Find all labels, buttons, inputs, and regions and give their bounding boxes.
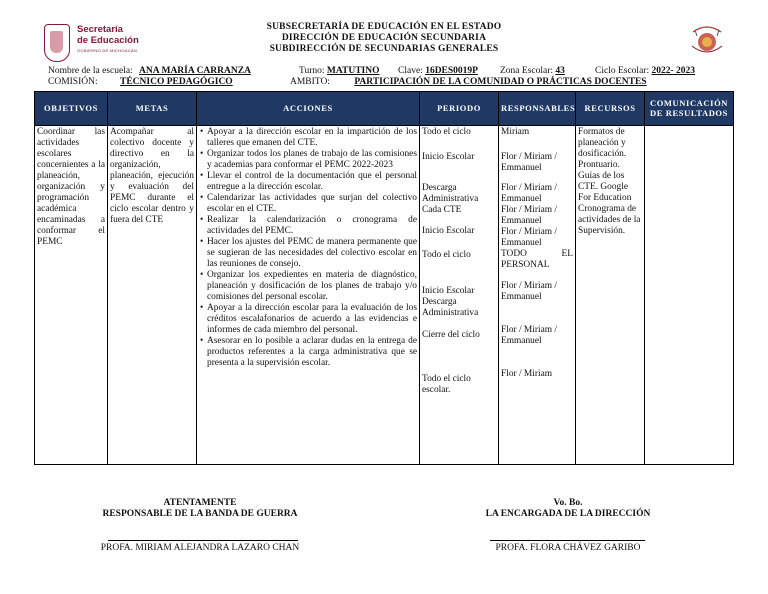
responsable-item: Flor / Miriam / Emmanuel [501,183,557,204]
periodo-item: Cada CTE [422,205,462,215]
responsable-item: Miriam [501,127,530,137]
col-header-responsables: RESPONSABLES [499,92,576,126]
table-header-row [35,92,734,126]
pemc-table [34,91,734,465]
periodo-item: Inicio Escolar [422,152,475,162]
accion-item: • Organizar los expedientes en materia de diagnóstico, planeación y dosificación de los planes de trabajo y/o comisiones del personal escolar. [207,270,417,303]
right-signer-name: PROFA. FLORA CHÁVEZ GARIBO [495,543,641,553]
signature-left [90,498,310,520]
logo-subtitle: GOBIERNO DE MICHOACÁN [77,48,138,53]
ciclo-info [595,66,695,76]
school-value: ANA MARÍA CARRANZA [139,66,251,76]
turno-label: Turno: [299,66,325,76]
school-label: Nombre de la escuela: [48,66,133,76]
periodo-item: Descarga Administrativa [422,183,479,204]
ambito-info [290,77,647,87]
col-header-metas: METAS [108,92,197,126]
accion-item: • Apoyar a la dirección escolar para la evaluación de los créditos escalafonarios de acuerdo a las evidencias e informes de cada miembro del personal. [207,303,417,336]
accion-item: • Organizar todos los planes de trabajo de las comisiones y academias para conformar el PEMC 2022-2023 [207,149,417,171]
periodo-item: Todo el ciclo [422,127,471,137]
col-header-acciones: ACCIONES [197,92,420,126]
responsable-item: Flor / Miriam / Emmanuel [501,281,557,302]
col-header-objetivos: OBJETIVOS [35,92,108,126]
accion-item: • Apoyar a la dirección escolar en la impartición de los talleres que emanen del CTE. [207,127,417,149]
zona-label: Zona Escolar: [500,66,554,76]
comision-value: TÉCNICO PEDAGÓGICO [120,77,233,87]
periodo-item: Descarga Administrativa [422,297,479,318]
responsable-item: Flor / Miriam / Emmanuel [501,152,557,173]
ciclo-label: Ciclo Escolar: [595,66,650,76]
school-seal-icon [687,22,727,60]
periodo-item: Cierre del ciclo [422,330,480,340]
logo-line-1: Secretaría [77,24,123,35]
periodo-item: Inicio Escolar [422,286,475,296]
accion-item: • Asesorar en lo posible a aclarar dudas en la entrega de productos referentes a la carga administrativa que se presenta a la supervisión escolar. [207,336,417,369]
school-info [48,66,281,76]
accion-item: • Calendarizar las actividades que surjan del colectivo escolar en el CTE. [207,193,417,215]
table-row [35,126,734,465]
comision-label: COMISIÓN: [48,77,98,87]
header-line-1: SUBSECRETARÍA DE EDUCACIÓN EN EL ESTADO [266,22,502,32]
responsable-item: Flor / Miriam [501,369,553,379]
accion-item: • Hacer los ajustes del PEMC de manera permanente que se sugieran de las necesidades del colectivo escolar en las reuniones de consejo. [207,237,417,270]
header-line-3: SUBDIRECCIÓN DE SECUNDARIAS GENERALES [269,44,499,54]
right-role: LA ENCARGADA DE LA DIRECCIÓN [485,509,651,519]
col-header-periodo: PERIODO [420,92,499,126]
periodo-item: Inicio Escolar [422,226,475,236]
signature-right [458,498,678,520]
comision-info [48,77,274,87]
accion-item: • Llevar el control de la documentación que el personal entregue a la dirección escolar. [207,171,417,193]
turno-value: MATUTINO [326,66,380,76]
left-role: RESPONSABLE DE LA BANDA DE GUERRA [102,509,298,519]
zona-info [500,66,565,76]
logo-line-2: de Educación [77,34,139,46]
responsable-item: Flor / Miriam / Emmanuel [501,227,557,248]
ambito-value: PARTICIPACIÓN DE LA COMUNIDAD O PRÁCTICAS DOCENTES [354,77,647,87]
turno-info [299,66,389,76]
col-header-comunicacion: COMUNICACIÓN DE RESULTADOS [645,92,734,126]
col-header-recursos: RECURSOS [576,92,645,126]
ciclo-value: 2022- 2023 [651,66,696,76]
cell-recursos: Formatos de planeación y dosificación. Prontuario. Guías de los CTE. Google For Education Cronograma de actividades de la Supervisión. [576,126,645,465]
responsable-item: Flor / Miriam / Emmanuel [501,205,557,226]
clave-value: 16DES0019P [425,66,478,76]
atentamente-label: ATENTAMENTE [163,498,237,508]
cell-metas: Acompañar al colectivo docente y directivo en la organización, planeación, ejecución y evaluación del PEMC durante el ciclo escolar dentro y fuera del CTE [108,126,197,465]
cell-acciones [197,126,420,465]
cell-comunicacion [645,126,734,465]
cell-periodo [420,126,499,465]
clave-info [398,66,478,76]
cell-objetivos: Coordinar las actividades escolares concernientes a la planeación, organización y programación académica encaminadas a conformar el PEMC [35,126,108,465]
ambito-label: AMBITO: [290,77,330,87]
cell-responsables [499,126,576,465]
periodo-item: Todo el ciclo escolar. [422,374,471,395]
periodo-item: Todo el ciclo [422,250,471,260]
vobo-label: Vo. Bo. [553,498,583,508]
signature-line-left [108,540,298,541]
clave-label: Clave: [398,66,423,76]
responsable-item: TODO EL PERSONAL [501,249,573,270]
left-signer-name: PROFA. MIRIAM ALEJANDRA LAZARO CHAN [100,543,300,553]
header-line-2: DIRECCIÓN DE EDUCACIÓN SECUNDARIA [281,33,487,43]
acciones-list [199,127,417,369]
responsable-item: Flor / Miriam / Emmanuel [501,325,557,346]
signature-line-right [490,540,645,541]
zona-value: 43 [555,66,565,76]
accion-item: • Realizar la calendarización o cronograma de actividades del PEMC. [207,215,417,237]
